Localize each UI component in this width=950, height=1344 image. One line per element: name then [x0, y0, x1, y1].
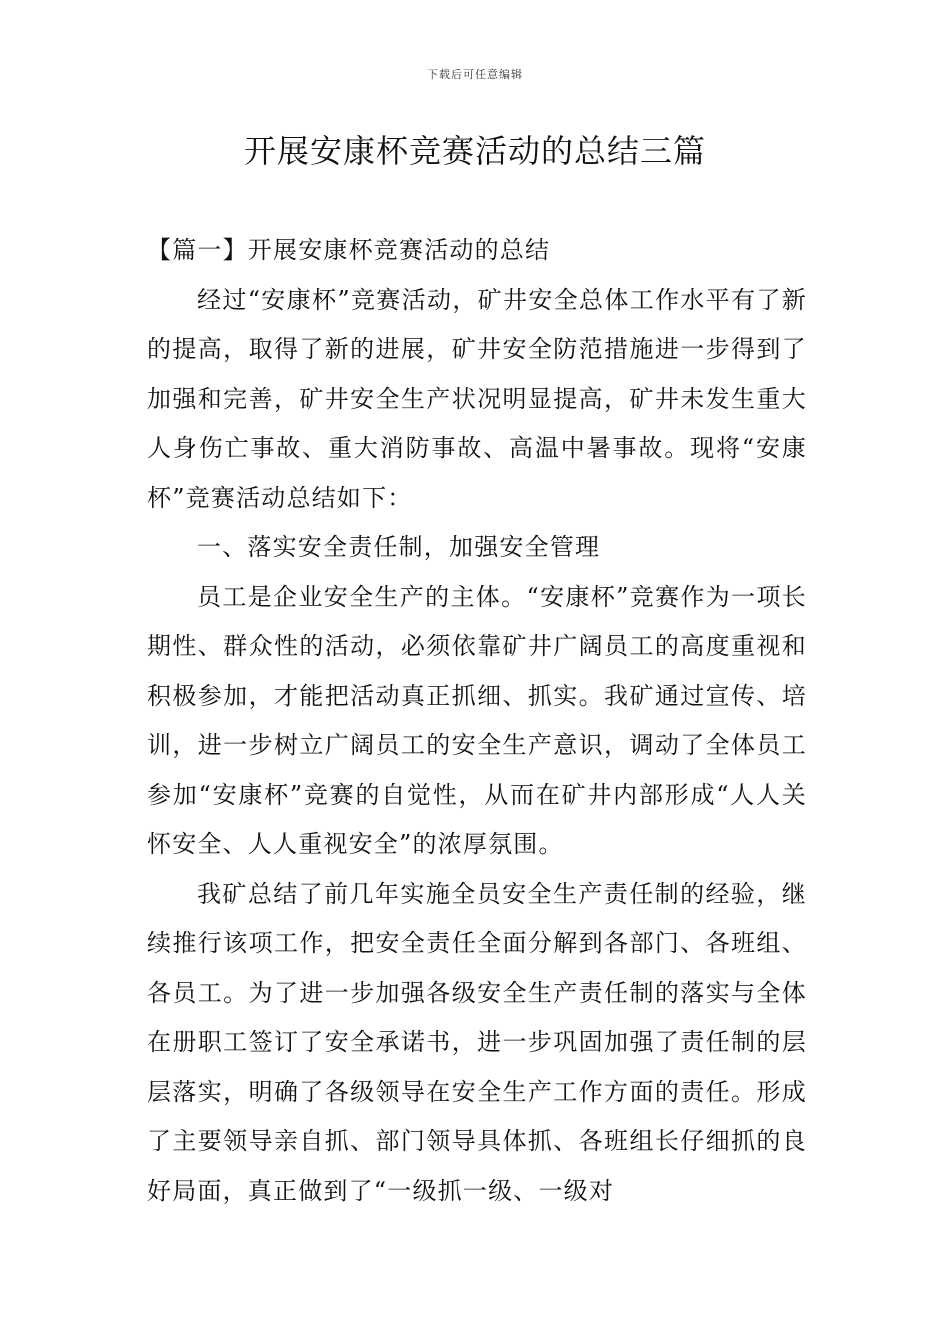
paragraph-responsibility-system: 我矿总结了前几年实施全员安全生产责任制的经验，继续推行该项工作，把安全责任全面分解到各部门、各班组、各员工。为了进一步加强各级安全生产责任制的落实与全体在册职工签订了安全承诺书，进一步巩固加强了责任制的层层落实，明确了各级领导在安全生产工作方面的责任。形成了主要领导亲自抓、部门领导具体抓、各班组长仔细抓的良好局面，真正做到了“一级抓一级、一级对	[147, 879, 807, 1205]
document-title: 开展安康杯竞赛活动的总结三篇	[243, 132, 706, 170]
paragraph-intro: 经过“安康杯”竞赛活动，矿井安全总体工作水平有了新的提高，取得了新的进展，矿井安全防范措施进一步得到了加强和完善，矿井安全生产状况明显提高，矿井未发生重大人身伤亡事故、重大消防事故、高温中暑事故。现将“安康杯”竞赛活动总结如下：	[147, 285, 807, 512]
section-heading: 【篇一】开展安康杯竞赛活动的总结	[147, 236, 551, 264]
document-body	[147, 226, 807, 1216]
header-note: 下载后可任意编辑	[427, 68, 523, 81]
subheading-safety-responsibility: 一、落实安全责任制，加强安全管理	[197, 533, 601, 561]
paragraph-employees: 员工是企业安全生产的主体。“安康杯”竞赛作为一项长期性、群众性的活动，必须依靠矿井广阔员工的高度重视和积极参加，才能把活动真正抓细、抓实。我矿通过宣传、培训，进一步树立广阔员工的安全生产意识，调动了全体员工参加“安康杯”竞赛的自觉性，从而在矿井内部形成“人人关怀安全、人人重视安全”的浓厚氛围。	[147, 582, 807, 858]
